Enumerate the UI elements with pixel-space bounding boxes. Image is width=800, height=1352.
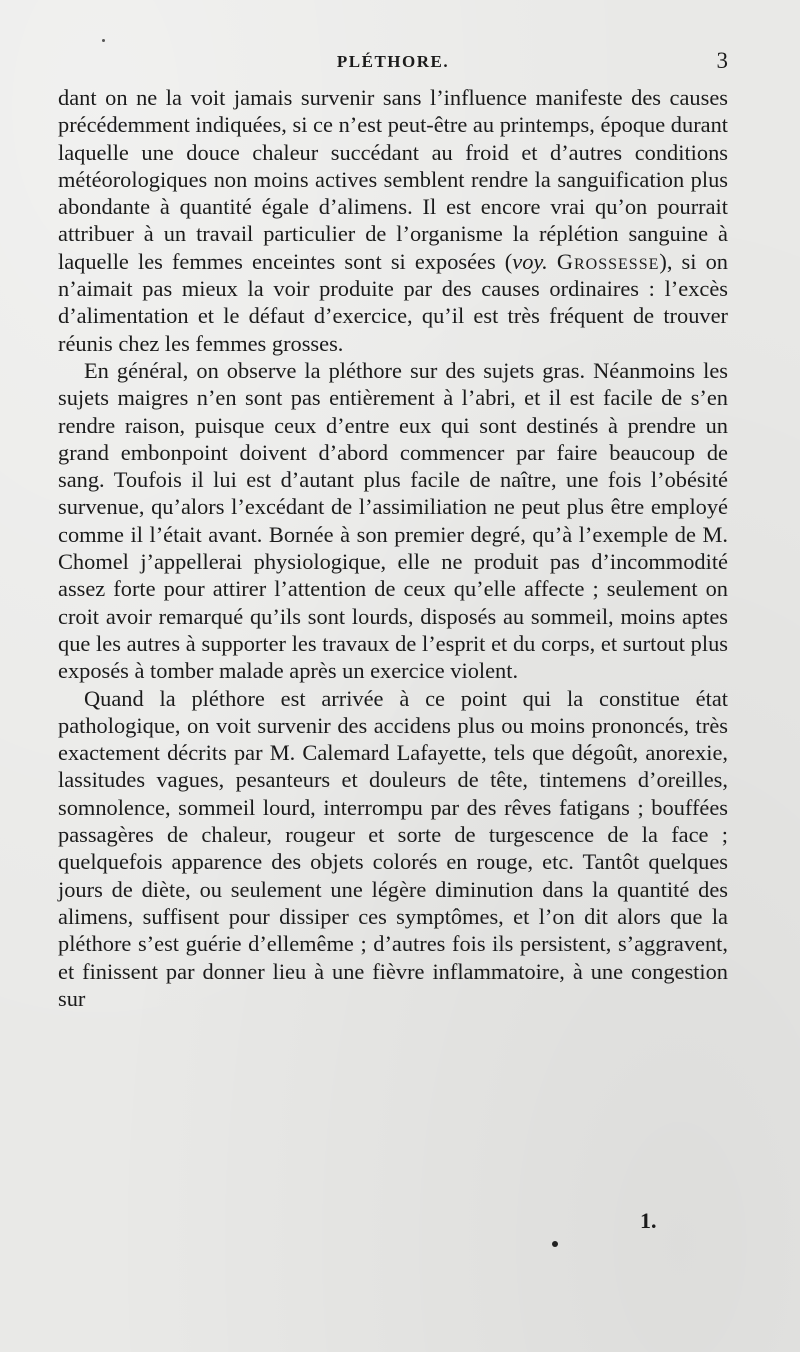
running-head: [58, 50, 728, 80]
voy-reference: voy.: [512, 248, 548, 274]
print-speck: [102, 39, 105, 42]
running-title: PLÉTHORE.: [336, 52, 450, 71]
grossesse-reference: Grossesse: [556, 248, 660, 274]
paragraph-1-text-b: ), si on n’aimait pas mieux la voir produite par des causes ordinaires : l’excès d’alimentation et le défaut d’exercice, qu’il est très fréquent de trouver réunis chez les femmes grosses.: [58, 248, 728, 356]
signature-mark: 1.: [640, 1208, 657, 1233]
paragraph-3: Quand la pléthore est arrivée à ce point qui la constitue état pathologique, on voit survenir des accidens plus ou moins prononcés, très exactement décrits par M. Calemard Lafayette, tels que dégoût, anorexie, lassitudes vagues, pesanteurs et douleurs de tête, tintemens d’oreilles, somnolence, sommeil lourd, interrompu par des rêves fatigans ; bouffées passagères de chaleur, rougeur et sorte de turgescence de la face ; quelquefois apparence des objets colorés en rouge, etc. Tantôt quelques jours de diète, ou seulement une légère diminution dans la quantité des alimens, suffisent pour dissiper ces symptômes, et l’on dit alors que la pléthore s’est guérie d’ellemême ; d’autres fois ils persistent, s’aggravent, et finissent par donner lieu à une fièvre inflammatoire, à une congestion sur: [58, 685, 728, 1011]
paragraph-1: [58, 84, 728, 357]
paragraph-1-text-a: dant on ne la voit jamais survenir sans l’influence manifeste des causes précédemment indiquées, si ce n’est peut-être au printemps, époque durant laquelle une douce chaleur succédant au froid et d’autres conditions météorologiques non moins actives semblent rendre la sanguification plus abondante à quantité égale d’alimens. Il est encore vrai qu’on pourrait attribuer à un travail particulier de l’organisme la réplétion sanguine à laquelle les femmes enceintes sont si exposées (: [58, 85, 728, 274]
ink-dot: [552, 1241, 558, 1247]
paragraph-2: En général, on observe la pléthore sur des sujets gras. Néanmoins les sujets maigres n’en sont pas entièrement à l’abri, et il est facile de s’en rendre raison, puisque ceux d’entre eux qui sont destinés à prendre un grand embonpoint doivent d’abord commencer par faire beaucoup de sang. Toufois il lui est d’autant plus facile de naître, une fois l’obésité survenue, qu’alors l’excédant de l’assimiliation ne peut plus être employé comme il l’était avant. Bornée à son premier degré, qu’à l’exemple de M. Chomel j’appellerai physiologique, elle ne produit pas d’incommodité assez forte pour attirer l’attention de ceux qu’elle affecte ; seulement on croit avoir remarqué qu’ils sont lourds, disposés au sommeil, moins aptes que les autres à supporter les travaux de l’esprit et du corps, et surtout plus exposés à tomber malade après un exercice violent.: [58, 357, 728, 684]
body-text: [58, 84, 728, 1012]
page-number: 3: [716, 48, 728, 73]
